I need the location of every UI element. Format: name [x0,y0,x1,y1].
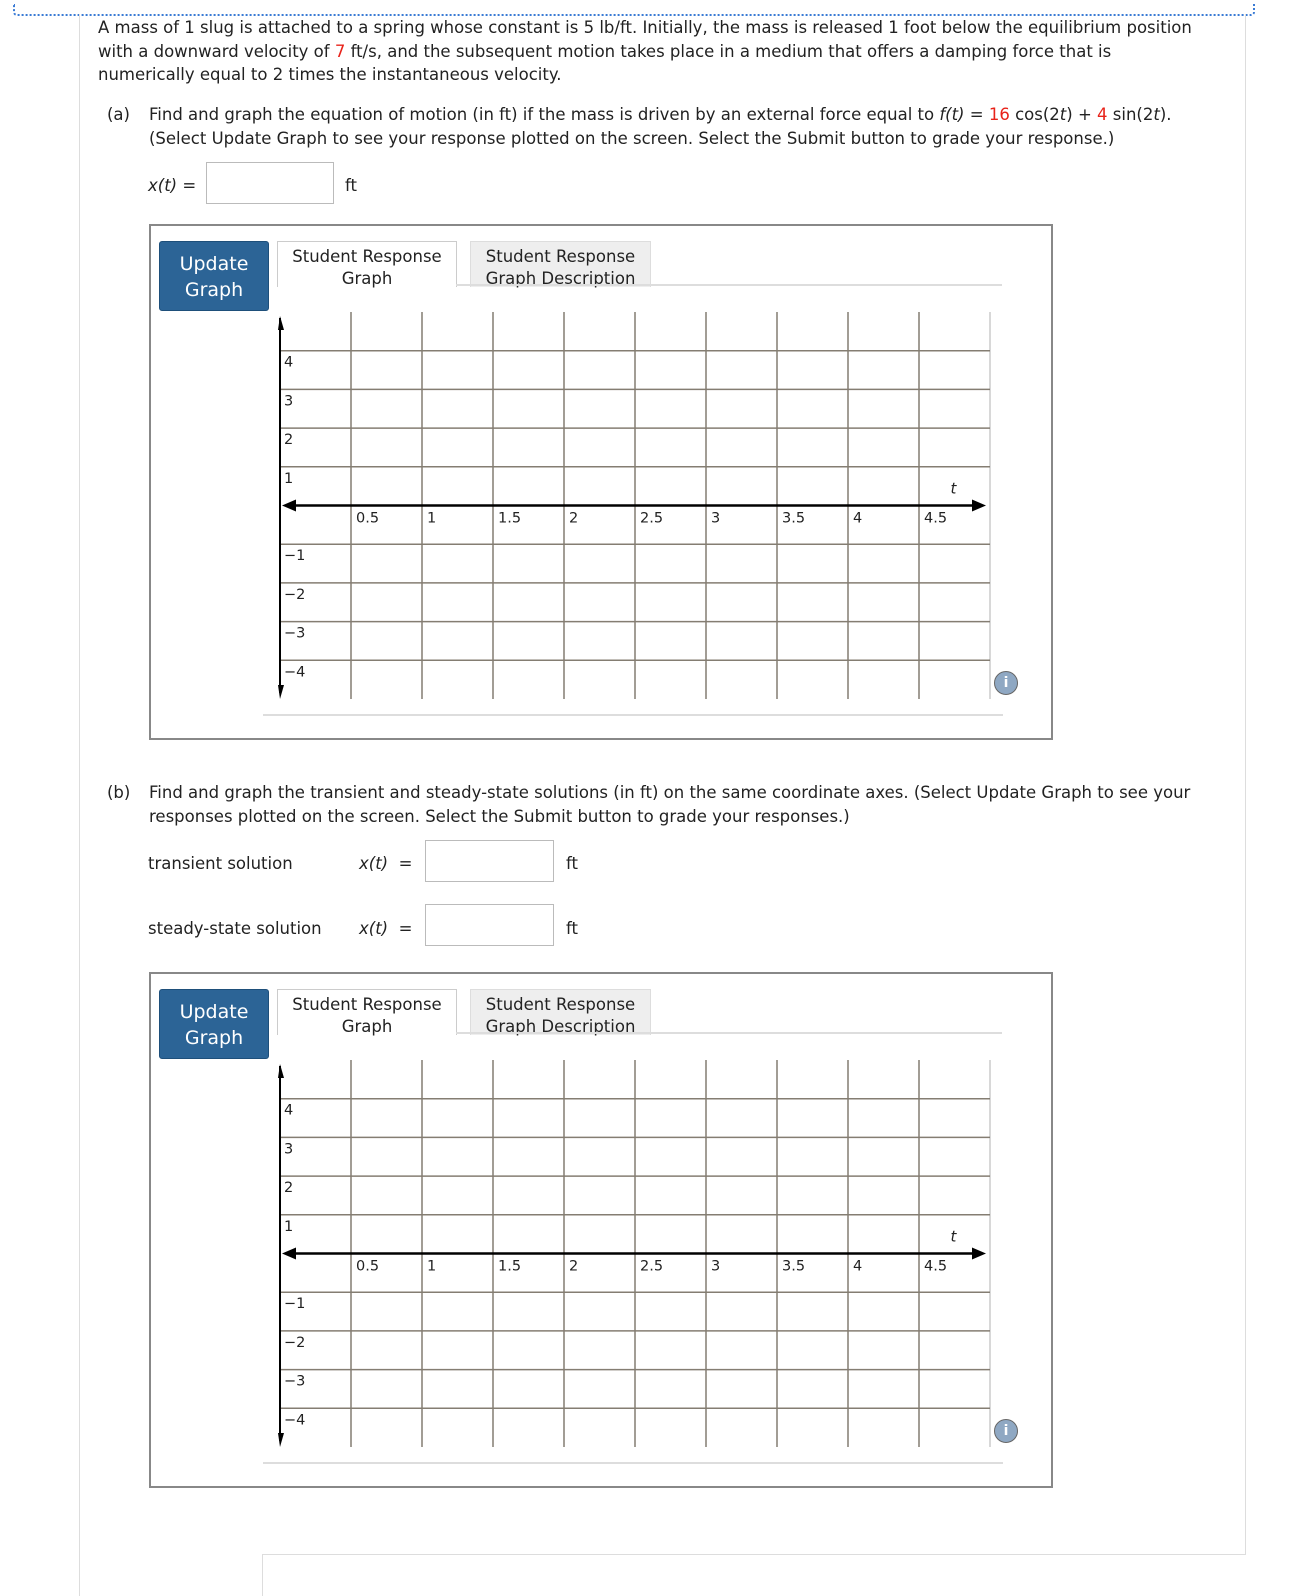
info-icon[interactable]: i [994,1419,1018,1443]
update-graph-button[interactable]: Update Graph [159,241,269,311]
coordinate-graph[interactable] [151,226,1051,738]
problem-line-3: numerically equal to 2 times the instantaneous velocity. [98,65,562,84]
x-axis-left-arrow [282,500,296,512]
transient-solution-input[interactable] [425,840,554,882]
y-tick-label: −2 [284,1334,306,1351]
tab-student-response-graph[interactable]: Student Response Graph [277,241,457,287]
tab-student-response-graph-description[interactable]: Student Response Graph Description [470,989,651,1035]
x-tick-label: 1 [427,1258,437,1275]
x-tick-label: 4 [853,510,863,527]
y-tick-label: −1 [284,1296,306,1313]
x-tick-label: 3 [711,510,721,527]
x-tick-label: 2 [569,1258,579,1275]
y-tick-label: −3 [284,1373,306,1390]
y-tick-label: −2 [284,586,306,603]
tab-student-response-graph[interactable]: Student Response Graph [277,989,457,1035]
x-tick-label: 1 [427,510,437,527]
y-tick-label: 3 [284,393,294,410]
graph-bottom-divider [263,714,1003,716]
xt-label-a: x(t) = [148,176,197,195]
x-axis-label: t [950,1227,957,1246]
graph-panel-b [149,972,1053,1488]
x-tick-label: 4.5 [924,510,948,527]
x-tick-label: 2 [569,510,579,527]
unit-label-steady: ft [566,919,578,938]
unit-label-a: ft [345,176,357,195]
y-tick-label: 4 [284,1102,294,1119]
y-tick-label: −4 [284,1412,306,1429]
focus-outline [13,4,1255,16]
part-a-instructions: Find and graph the equation of motion (in ft) if the mass is driven by an external force equal to f(t) = 16 cos(2t) + 4 sin(2t). (Select Update Graph to see your response plotted on the screen. Select the Submit button to grade your response.) [149,105,1172,148]
xt-label-steady: x(t) = [359,919,413,938]
y-tick-label: 4 [284,354,294,371]
coordinate-graph[interactable] [151,974,1051,1486]
equation-of-motion-input[interactable] [206,162,334,204]
x-tick-label: 0.5 [356,1258,380,1275]
y-tick-label: 2 [284,432,294,449]
x-tick-label: 3.5 [782,510,806,527]
y-tick-label: 3 [284,1141,294,1158]
x-tick-label: 3 [711,1258,721,1275]
update-graph-button[interactable]: Update Graph [159,989,269,1059]
unit-label-transient: ft [566,854,578,873]
part-b-label: (b) [107,783,131,802]
x-tick-label: 1.5 [498,510,522,527]
steady-state-label: steady-state solution [148,919,322,938]
part-b-instructions: Find and graph the transient and steady-state solutions (in ft) on the same coordinate axes. (Select Update Graph to see your responses plotted on the screen. Select the Submit button to grade your responses.) [149,783,1191,826]
xt-label-transient: x(t) = [359,854,413,873]
tab-student-response-graph-description[interactable]: Student Response Graph Description [470,241,651,287]
graph-bottom-divider [263,1462,1003,1464]
x-tick-label: 3.5 [782,1258,806,1275]
footer-divider [262,1554,1246,1555]
x-axis-right-arrow [972,1248,986,1260]
problem-statement [98,16,1192,87]
y-tick-label: −1 [284,548,306,565]
y-axis-bottom-arrow [278,1433,284,1447]
problem-line-2: with a downward velocity of 7 ft/s, and the subsequent motion takes place in a medium that offers a damping force that is [98,41,1112,61]
x-tick-label: 0.5 [356,510,380,527]
y-tick-label: −3 [284,625,306,642]
page-border-right [1245,14,1246,1554]
x-axis-left-arrow [282,1248,296,1260]
y-tick-label: 1 [284,1218,294,1235]
info-icon[interactable]: i [994,671,1018,695]
x-axis-label: t [950,479,957,498]
x-tick-label: 4 [853,1258,863,1275]
transient-label: transient solution [148,854,293,873]
footer-divider-vertical [262,1554,263,1596]
y-axis-bottom-arrow [278,685,284,699]
page-border-left [79,14,80,1596]
part-a-label: (a) [107,105,130,124]
x-tick-label: 1.5 [498,1258,522,1275]
y-tick-label: 1 [284,470,294,487]
x-tick-label: 2.5 [640,510,664,527]
y-tick-label: −4 [284,664,306,681]
x-tick-label: 4.5 [924,1258,948,1275]
problem-line-1: A mass of 1 slug is attached to a spring whose constant is 5 lb/ft. Initially, the mass is released 1 foot below the equilibrium position [98,18,1192,37]
x-axis-right-arrow [972,500,986,512]
x-tick-label: 2.5 [640,1258,664,1275]
y-tick-label: 2 [284,1180,294,1197]
graph-panel-a [149,224,1053,740]
steady-state-solution-input[interactable] [425,904,554,946]
